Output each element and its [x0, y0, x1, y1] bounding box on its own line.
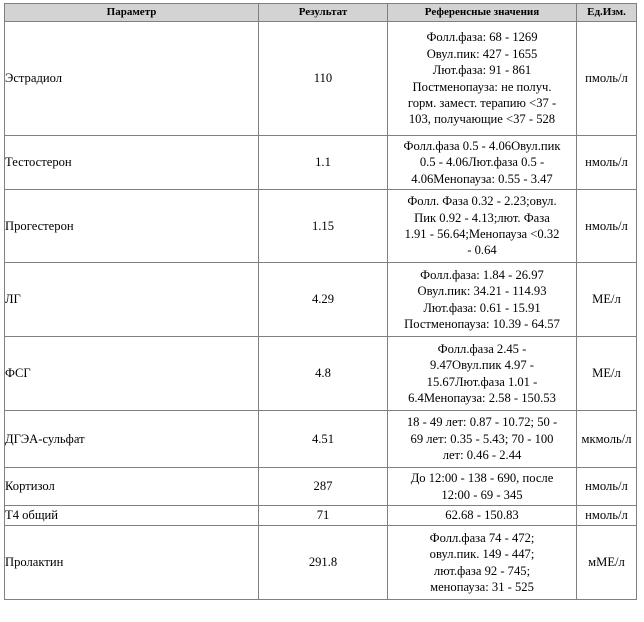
unit-label: МЕ/л: [577, 263, 637, 337]
reference-line: 103, получающие <37 - 528: [408, 112, 556, 127]
reference-line: Постменопауза: не получ.: [412, 79, 552, 94]
table-row: [5, 506, 637, 526]
result-value: 1.1: [259, 136, 388, 190]
reference-range: [388, 263, 577, 337]
result-value: 4.51: [259, 411, 388, 468]
unit-label: нмоль/л: [577, 136, 637, 190]
reference-line: Фолл. Фаза 0.32 - 2.23;овул.: [407, 194, 557, 209]
result-value: 287: [259, 468, 388, 506]
reference-line: овул.пик. 149 - 447;: [429, 547, 535, 562]
reference-line: Лют.фаза: 0.61 - 15.91: [423, 300, 541, 315]
header-row: [5, 4, 637, 22]
results-table-body: [5, 22, 637, 600]
parameter-name: Т4 общий: [5, 506, 259, 526]
reference-line: 1.91 - 56.64;Менопауза <0.32: [404, 227, 560, 241]
table-row: [5, 468, 637, 506]
result-value: 1.15: [259, 190, 388, 263]
unit-label: нмоль/л: [577, 506, 637, 526]
results-table-container: [4, 3, 637, 600]
reference-line: 4.06Менопауза: 0.55 - 3.47: [411, 171, 553, 186]
result-value: 71: [259, 506, 388, 526]
reference-line: менопауза: 31 - 525: [430, 579, 534, 594]
unit-label: мкмоль/л: [577, 411, 637, 468]
reference-range: [388, 22, 577, 136]
table-row: [5, 190, 637, 263]
header-parameter: Параметр: [5, 4, 259, 22]
reference-line: 18 - 49 лет: 0.87 - 10.72; 50 -: [406, 415, 558, 430]
reference-range: [388, 190, 577, 263]
result-value: 110: [259, 22, 388, 136]
unit-label: МЕ/л: [577, 337, 637, 411]
reference-range: [388, 526, 577, 600]
parameter-name: ДГЭА-сульфат: [5, 411, 259, 468]
reference-line: Овул.пик: 427 - 1655: [426, 46, 538, 61]
reference-range: [388, 136, 577, 190]
header-result: Результат: [259, 4, 388, 22]
reference-line: Овул.пик: 34.21 - 114.93: [417, 284, 547, 299]
reference-line: 15.67Лют.фаза 1.01 -: [426, 374, 538, 389]
table-row: [5, 526, 637, 600]
result-value: 4.8: [259, 337, 388, 411]
reference-line: лют.фаза 92 - 745;: [433, 563, 531, 578]
parameter-name: Прогестерон: [5, 190, 259, 263]
reference-range: [388, 468, 577, 506]
table-row: [5, 263, 637, 337]
header-reference: Референсные значения: [388, 4, 577, 22]
table-row: [5, 411, 637, 468]
unit-label: мМЕ/л: [577, 526, 637, 600]
reference-line: лет: 0.46 - 2.44: [442, 448, 522, 463]
reference-line: Фолл.фаза 2.45 -: [437, 341, 527, 356]
reference-range: [388, 337, 577, 411]
reference-line: До 12:00 - 138 - 690, после: [410, 471, 554, 486]
parameter-name: Эстрадиол: [5, 22, 259, 136]
reference-range: [388, 411, 577, 468]
unit-label: нмоль/л: [577, 468, 637, 506]
parameter-name: Пролактин: [5, 526, 259, 600]
reference-line: 6.4Менопауза: 2.58 - 150.53: [408, 390, 556, 405]
reference-range: [388, 506, 577, 526]
reference-line: Фолл.фаза: 68 - 1269: [426, 30, 538, 45]
lab-results-table: [4, 3, 637, 600]
reference-line: Пик 0.92 - 4.13;лют. Фаза: [414, 210, 550, 225]
reference-line: 62.68 - 150.83: [445, 508, 519, 523]
reference-line: горм. замест. терапию <37 -: [407, 95, 557, 110]
parameter-name: ФСГ: [5, 337, 259, 411]
reference-line: - 0.64: [467, 243, 497, 258]
table-row: [5, 22, 637, 136]
parameter-name: ЛГ: [5, 263, 259, 337]
unit-label: нмоль/л: [577, 190, 637, 263]
parameter-name: Тестостерон: [5, 136, 259, 190]
reference-line: Лют.фаза: 91 - 861: [432, 63, 532, 78]
reference-line: 0.5 - 4.06Лют.фаза 0.5 -: [419, 155, 545, 170]
reference-line: 12:00 - 69 - 345: [441, 487, 523, 502]
reference-line: Постменопауза: 10.39 - 64.57: [404, 316, 560, 331]
parameter-name: Кортизол: [5, 468, 259, 506]
reference-line: Фолл.фаза 0.5 - 4.06Овул.пик: [403, 138, 561, 153]
result-value: 291.8: [259, 526, 388, 600]
reference-line: Фолл.фаза 74 - 472;: [429, 530, 535, 545]
result-value: 4.29: [259, 263, 388, 337]
table-row: [5, 136, 637, 190]
header-unit: Ед.Изм.: [577, 4, 637, 22]
reference-line: Фолл.фаза: 1.84 - 26.97: [420, 267, 544, 282]
reference-line: 69 лет: 0.35 - 5.43; 70 - 100: [410, 431, 554, 446]
unit-label: пмоль/л: [577, 22, 637, 136]
reference-line: 9.47Овул.пик 4.97 -: [430, 358, 534, 373]
table-row: [5, 337, 637, 411]
